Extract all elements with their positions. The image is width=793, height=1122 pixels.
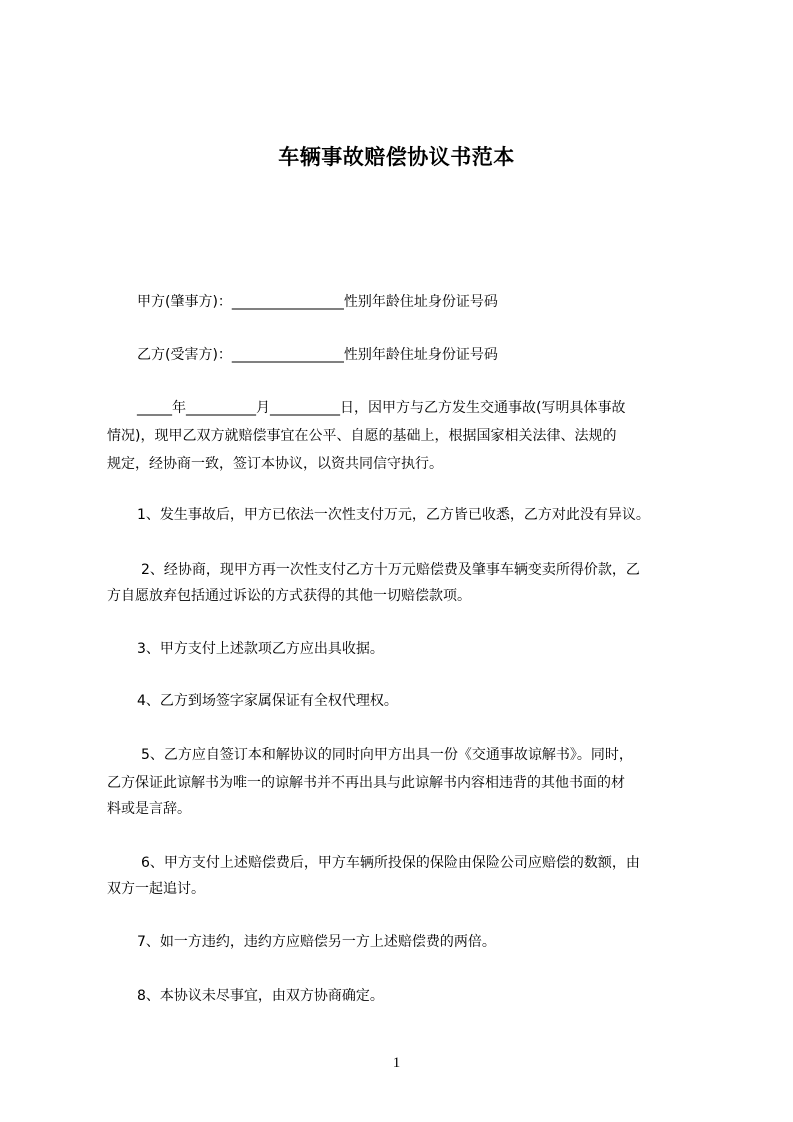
intro-line-2: 情况)，现甲乙双方就赔偿事宜在公平、自愿的基础上，根据国家相关法律、法规的 <box>107 428 617 444</box>
clause-5-line-2: 乙方保证此谅解书为唯一的谅解书并不再出具与此谅解书内容相违背的其他书面的材 <box>107 775 625 791</box>
intro-line-1: _____年__________月__________日，因甲方与乙方发生交通事故(写明具体事故 <box>137 400 626 416</box>
clause-6-line-1: 6、甲方支付上述赔偿费后，甲方车辆所投保的保险由保险公司应赔偿的数额，由 <box>141 855 640 871</box>
party-a-line: 甲方(肇事方)：________________性别年龄住址身份证号码 <box>137 294 498 310</box>
clause-6-line-2: 双方一起追讨。 <box>107 881 205 897</box>
page-number: 1 <box>392 1055 401 1071</box>
clause-3-line-1: 3、甲方支付上述款项乙方应出具收据。 <box>137 641 384 657</box>
clause-8-line-1: 8、本协议未尽事宜，由双方协商确定。 <box>137 988 384 1004</box>
document-title: 车辆事故赔偿协议书范本 <box>278 145 515 169</box>
intro-line-3: 规定，经协商一致，签订本协议，以资共同信守执行。 <box>107 456 443 472</box>
clause-2-line-2: 方自愿放弃包括通过诉讼的方式获得的其他一切赔偿款项。 <box>107 588 471 604</box>
clause-5-line-3: 料或是言辞。 <box>107 801 191 817</box>
clause-5-line-1: 5、乙方应自签订本和解协议的同时向甲方出具一份《交通事故谅解书》。同时， <box>141 747 633 763</box>
clause-1-line-1: 1、发生事故后，甲方已依法一次性支付万元，乙方皆已收悉，乙方对此没有异议。 <box>137 507 650 523</box>
clause-2-line-1: 2、经协商，现甲方再一次性支付乙方十万元赔偿费及肇事车辆变卖所得价款，乙 <box>141 562 640 578</box>
clause-7-line-1: 7、如一方违约，违约方应赔偿另一方上述赔偿费的两倍。 <box>137 934 496 950</box>
party-b-line: 乙方(受害方)：________________性别年龄住址身份证号码 <box>137 347 498 363</box>
clause-4-line-1: 4、乙方到场签字家属保证有全权代理权。 <box>137 693 398 709</box>
